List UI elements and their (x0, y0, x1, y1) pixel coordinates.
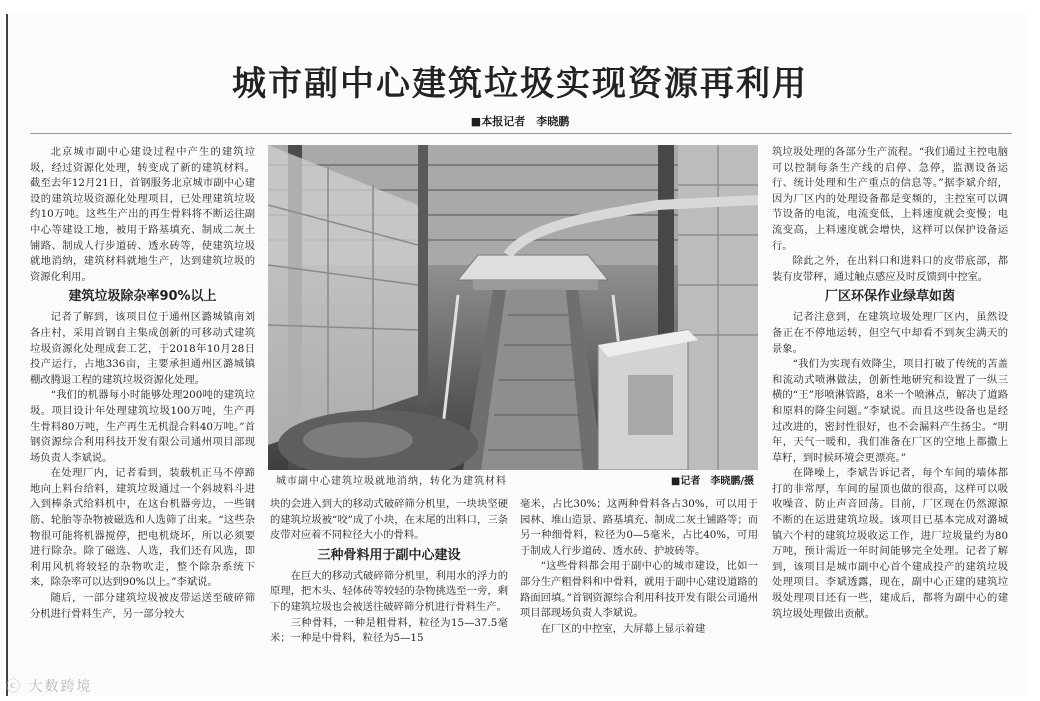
watermark-logo-icon: ⓒ (6, 679, 22, 695)
column-4 (772, 145, 1008, 675)
column-3 (520, 497, 758, 675)
paragraph: “我们为实现有效降尘，项目打破了传统的苫盖和流动式喷淋做法，创新性地研究和设置了一纵三横的“王”形喷淋管路，8米一个喷淋点，解决了道路和原料的降尘问题。”李斌说。而且这些设备也是经过改进的，密封性很好，也不会漏料产生扬尘。“明年，天气一暖和，我们准备在厂区的空地上都撒上草籽，到时候环境会更漂亮。” (772, 358, 1008, 464)
title-divider (30, 133, 1012, 134)
watermark (6, 676, 92, 696)
column-2 (270, 497, 508, 675)
column-1 (30, 145, 255, 675)
paragraph: “我们的机器每小时能够处理200吨的建筑垃圾。项目设计年处理建筑垃圾100万吨，生产再生骨料80万吨，生产再生无机混合料40万吨。”首钢资源综合利用科技开发有限公司通州项目部现场负责人李斌说。 (30, 389, 255, 464)
photo-caption-bar (268, 472, 758, 492)
watermark-text: 大数跨境 (28, 679, 93, 695)
article-byline: ■本报记者 李晓鹏 (470, 115, 570, 128)
paragraph: 块的会进入到大的移动式破碎筛分机里，一块块坚硬的建筑垃圾被“咬”成了小块，在末尾的出料口，三条皮带对应着不同粒径大小的骨料。 (270, 498, 508, 542)
paragraph: 筑垃圾处理的各部分生产流程。“我们通过主控电脑可以控制每条生产线的启停、急停，监测设备运行、统计处理和生产重点的信息等。”据李斌介绍，因为厂区内的处理设备都是变频的，主控室可以调节设备的电流，电流变低，上料速度就会变慢；电流变高，上料速度就会增快，这样可以保护设备运行。 (772, 146, 1008, 252)
paragraph: “这些骨料都会用于副中心的城市建设，比如一部分生产粗骨料和中骨料，就用于副中心建设道路的路面回填。”首钢资源综合利用科技开发有限公司通州项目部现场负责人李斌说。 (520, 560, 758, 620)
paragraph: 毫米，占比30%；这两种骨料各占30%，可以用于园林、堆山造景、路基填充、制成二灰土铺路等；而另一种细骨料，粒径为0—5毫米，占比40%，可用于制成人行步道砖、透水砖、护坡砖等。 (520, 498, 758, 557)
paragraph: 在处理厂内，记者看到，装载机正马不停蹄地向上料台给料，建筑垃圾通过一个斜坡料斗进入到棒条式给料机中，在这台机器旁边，一些钢筋、轮胎等杂物被磁选和人选筛了出来。“这些杂物很可能将机器搅停，把电机烧坏，所以必须要进行除杂。除了磁选、人选，我们还有风选，即利用风机将较轻的杂物吹走，整个除杂系统下来，除杂率可以达到90%以上。”李斌说。 (30, 467, 255, 589)
photo-illustration (268, 145, 758, 470)
article-title: 城市副中心建筑垃圾实现资源再利用 (232, 64, 808, 104)
plant-conveyor-photo (268, 145, 758, 470)
section-heading: 厂区环保作业绿草如茵 (824, 289, 955, 305)
paragraph: 三种骨料，一种是粗骨料，粒径为15—37.5毫米；一种是中骨料，粒径为5—15 (270, 616, 508, 645)
paragraph: 在厂区的中控室，大屏幕上显示着建 (540, 622, 706, 635)
paragraph: 记者了解到，该项目位于通州区潞城镇南刘各庄村，采用首钢自主集成创新的可移动式建筑垃圾资源化处理成套工艺，于2018年10月28日投产运行，占地336亩，主要承担通州区潞城镇棚改腾退工程的建筑垃圾资源化处理。 (30, 311, 255, 386)
paragraph: 在降噪上，李斌告诉记者，每个车间的墙体都打的非常厚，车间的屋顶也做的很高，这样可以吸收噪音、防止声音回荡。目前，厂区现在仍然源源不断的在运进建筑垃圾。该项目已基本完成对潞城镇六个村的建筑垃圾收运工作，进厂垃圾量约为80万吨，预计需近一年时间能够完全处理。记者了解到，该项目是城市副中心首个建成投产的建筑垃圾处理项目。李斌透露，现在，副中心正建的建筑垃圾处理项目还有一些，建成后，都将为副中心的建筑垃圾处理做出贡献。 (772, 467, 1008, 620)
photo-caption: 城市副中心建筑垃圾就地消纳，转化为建筑材料 (276, 476, 507, 487)
paragraph: 随后，一部分建筑垃圾被皮带运送至破碎筛分机进行骨料生产，另一部分较大 (30, 592, 255, 620)
paragraph: 北京城市副中心建设过程中产生的建筑垃圾，经过资源化处理，转变成了新的建筑材料。截至去年12月21日，首钢服务北京城市副中心建设的建筑垃圾资源化处理项目，已处理建筑垃圾约10万吨。这些生产出的再生骨料将不断运往副中心等建设工地，被用于路基填充、制成二灰土铺路、制成人行步道砖、透水砖等，使建筑垃圾就地消纳，建筑材料就地生产，达到建筑垃圾的资源化利用。 (30, 146, 255, 283)
section-heading: 建筑垃圾除杂率90%以上 (68, 289, 217, 305)
paragraph: 在巨大的移动式破碎筛分机里，利用水的浮力的原理，把木头、轻体砖等较轻的杂物挑选至一旁，剩下的建筑垃圾也会被送往破碎筛分机进行骨料生产。 (270, 569, 508, 613)
section-heading: 三种骨料用于副中心建设 (317, 547, 461, 563)
paragraph: 记者注意到，在建筑垃圾处理厂区内，虽然设备正在不停地运转，但空气中却看不到灰尘满天的景象。 (772, 311, 1008, 355)
paragraph: 除此之外，在出料口和进料口的皮带底部，都装有皮带秤，通过触点感应及时反馈到中控室。 (772, 255, 1008, 283)
photo-credit: ■记者 李晓鹏/摄 (670, 476, 754, 487)
